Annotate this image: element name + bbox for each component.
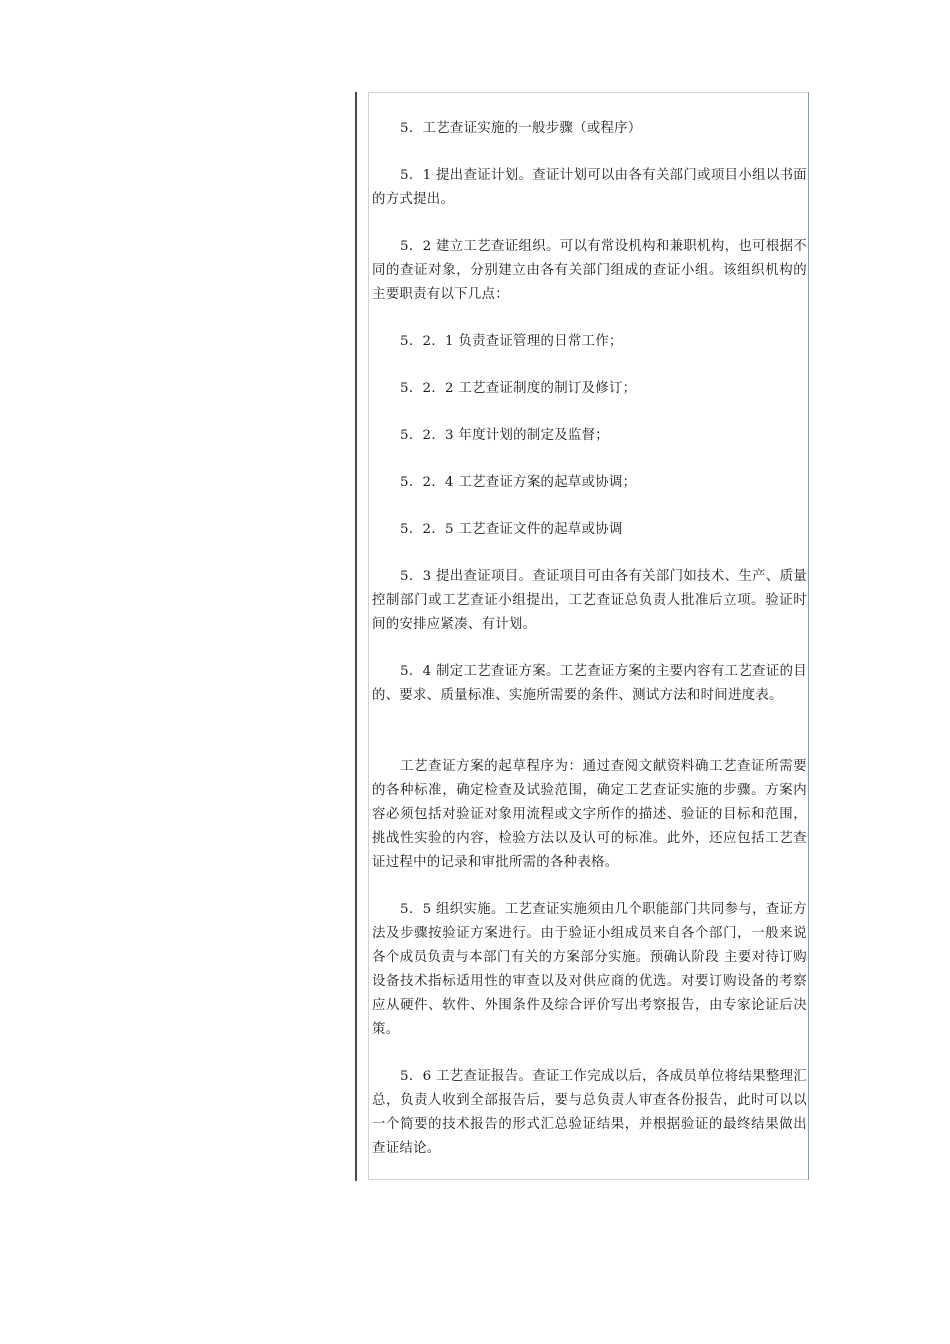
list-item-5-2-5: 5．2．5 工艺查证文件的起草或协调 — [400, 522, 623, 537]
list-item-5-2-1: 5．2．1 负责查证管理的日常工作； — [400, 334, 623, 349]
paragraph-5-5: 5．5 组织实施。工艺查证实施须由几个职能部门共同参与，查证方法及步骤按验证方案进行。由于验证小组成员来自各个部门，一般来说各个成员负责与本部门有关的方案部分实施。预确认阶段 主要对待订购设备技术指标适用性的审查以及对供应商的优选。对要订购设备的考察应从硬件、软件、外围条件及综合评价写出考察报告，由专家论证后决策。 — [372, 902, 807, 1037]
document-body — [372, 117, 807, 1184]
paragraph-5-3: 5．3 提出查证项目。查证项目可由各有关部门如技术、生产、质量控制部门或工艺查证小组提出，工艺查证总负责人批准后立项。验证时间的安排应紧凑、有计划。 — [372, 569, 807, 632]
paragraph-5-1: 5．1 提出查证计划。查证计划可以由各有关部门或项目小组以书面的方式提出。 — [372, 168, 807, 207]
paragraph-5-2: 5．2 建立工艺查证组织。可以有常设机构和兼职机构，也可根据不同的查证对象，分别建立由各有关部门组成的查证小组。该组织机构的主要职责有以下几点： — [372, 239, 807, 302]
paragraph-5-4: 5．4 制定工艺查证方案。工艺查证方案的主要内容有工艺查证的目的、要求、质量标准、实施所需要的条件、测试方法和时间进度表。 — [372, 664, 807, 703]
list-item-5-2-2: 5．2．2 工艺查证制度的制订及修订； — [400, 381, 637, 396]
list-item-5-2-3: 5．2．3 年度计划的制定及监督； — [400, 428, 609, 443]
section-5-heading: 5．工艺查证实施的一般步骤（或程序） — [400, 121, 642, 136]
paragraph-drafting-procedure: 工艺查证方案的起草程序为：通过查阅文献资料确工艺查证所需要的各种标准，确定检查及试验范围，确定工艺查证实施的步骤。方案内容必须包括对验证对象用流程或文字所作的描述、验证的目标和范围，挑战性实验的内容，检验方法以及认可的标准。此外，还应包括工艺查证过程中的记录和审批所需的各种表格。 — [372, 759, 807, 870]
paragraph-5-6: 5．6 工艺查证报告。查证工作完成以后，各成员单位将结果整理汇总，负责人收到全部报告后，要与总负责人审查各份报告，此时可以以一个简要的技术报告的形式汇总验证结果，并根据验证的最终结果做出查证结论。 — [372, 1069, 807, 1156]
list-item-5-2-4: 5．2．4 工艺查证方案的起草或协调； — [400, 475, 637, 490]
left-margin-rule — [355, 92, 357, 1181]
